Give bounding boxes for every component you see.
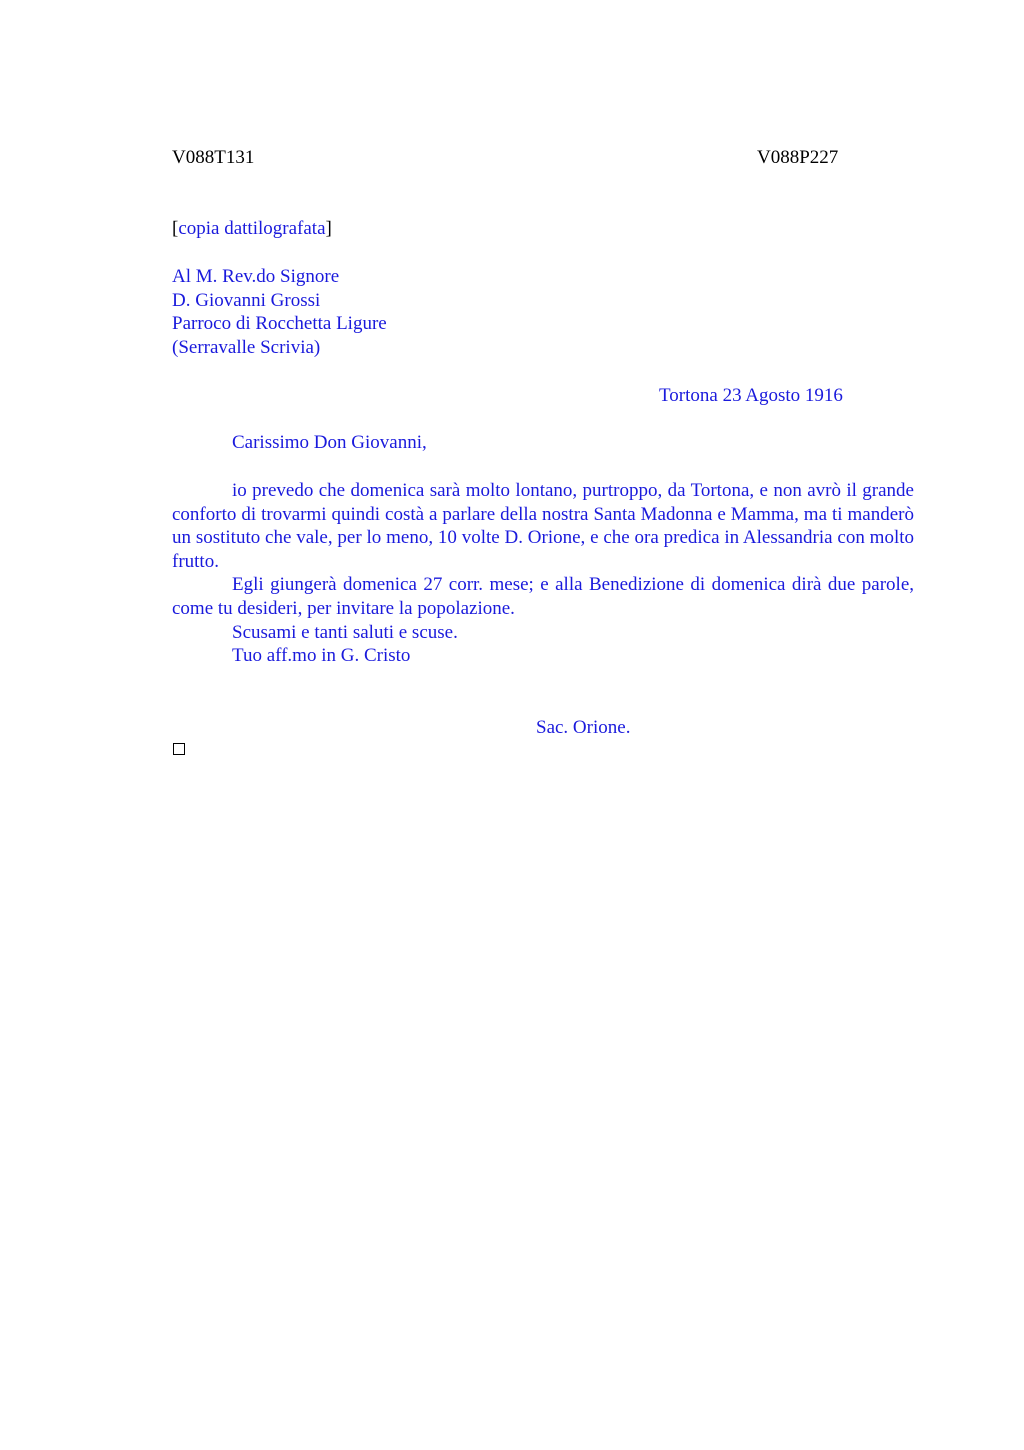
recipient-address [172, 265, 387, 359]
address-line: (Serravalle Scrivia) [172, 336, 321, 358]
body-paragraph-2: Egli giungerà domenica 27 corr. mese; e alla Benedizione di domenica dirà due parole, come tu desideri, per invitare la popolazione. [172, 574, 914, 619]
letter-signature: Sac. Orione. [536, 717, 631, 738]
note-close-bracket: ] [325, 218, 332, 239]
note-open-bracket: [ [172, 218, 179, 239]
note-text: copia dattilografata [178, 218, 326, 239]
letter-closing: Tuo aff.mo in G. Cristo [232, 645, 411, 667]
letter-salutation: Carissimo Don Giovanni, [232, 432, 427, 453]
letter-body [172, 479, 914, 668]
body-paragraph-3: Scusami e tanti saluti e scuse. [232, 621, 458, 643]
document-code-right: V088P227 [757, 147, 839, 168]
end-marker-box-icon [173, 743, 185, 755]
document-code-left: V088T131 [172, 147, 255, 168]
body-paragraph-1: io prevedo che domenica sarà molto lontano, purtroppo, da Tortona, e non avrò il grande conforto di trovarmi quindi costà a parlare della nostra Santa Madonna e Mamma, ma ti manderò un sostituto che vale, per lo meno, 10 volte D. Orione, e che ora predica in Alessandria con molto frutto. [172, 480, 914, 572]
transcription-note [172, 217, 332, 241]
address-line: D. Giovanni Grossi [172, 289, 321, 311]
letter-date: Tortona 23 Agosto 1916 [659, 385, 843, 406]
address-line: Al M. Rev.do Signore [172, 266, 340, 287]
address-line: Parroco di Rocchetta Ligure [172, 313, 387, 335]
